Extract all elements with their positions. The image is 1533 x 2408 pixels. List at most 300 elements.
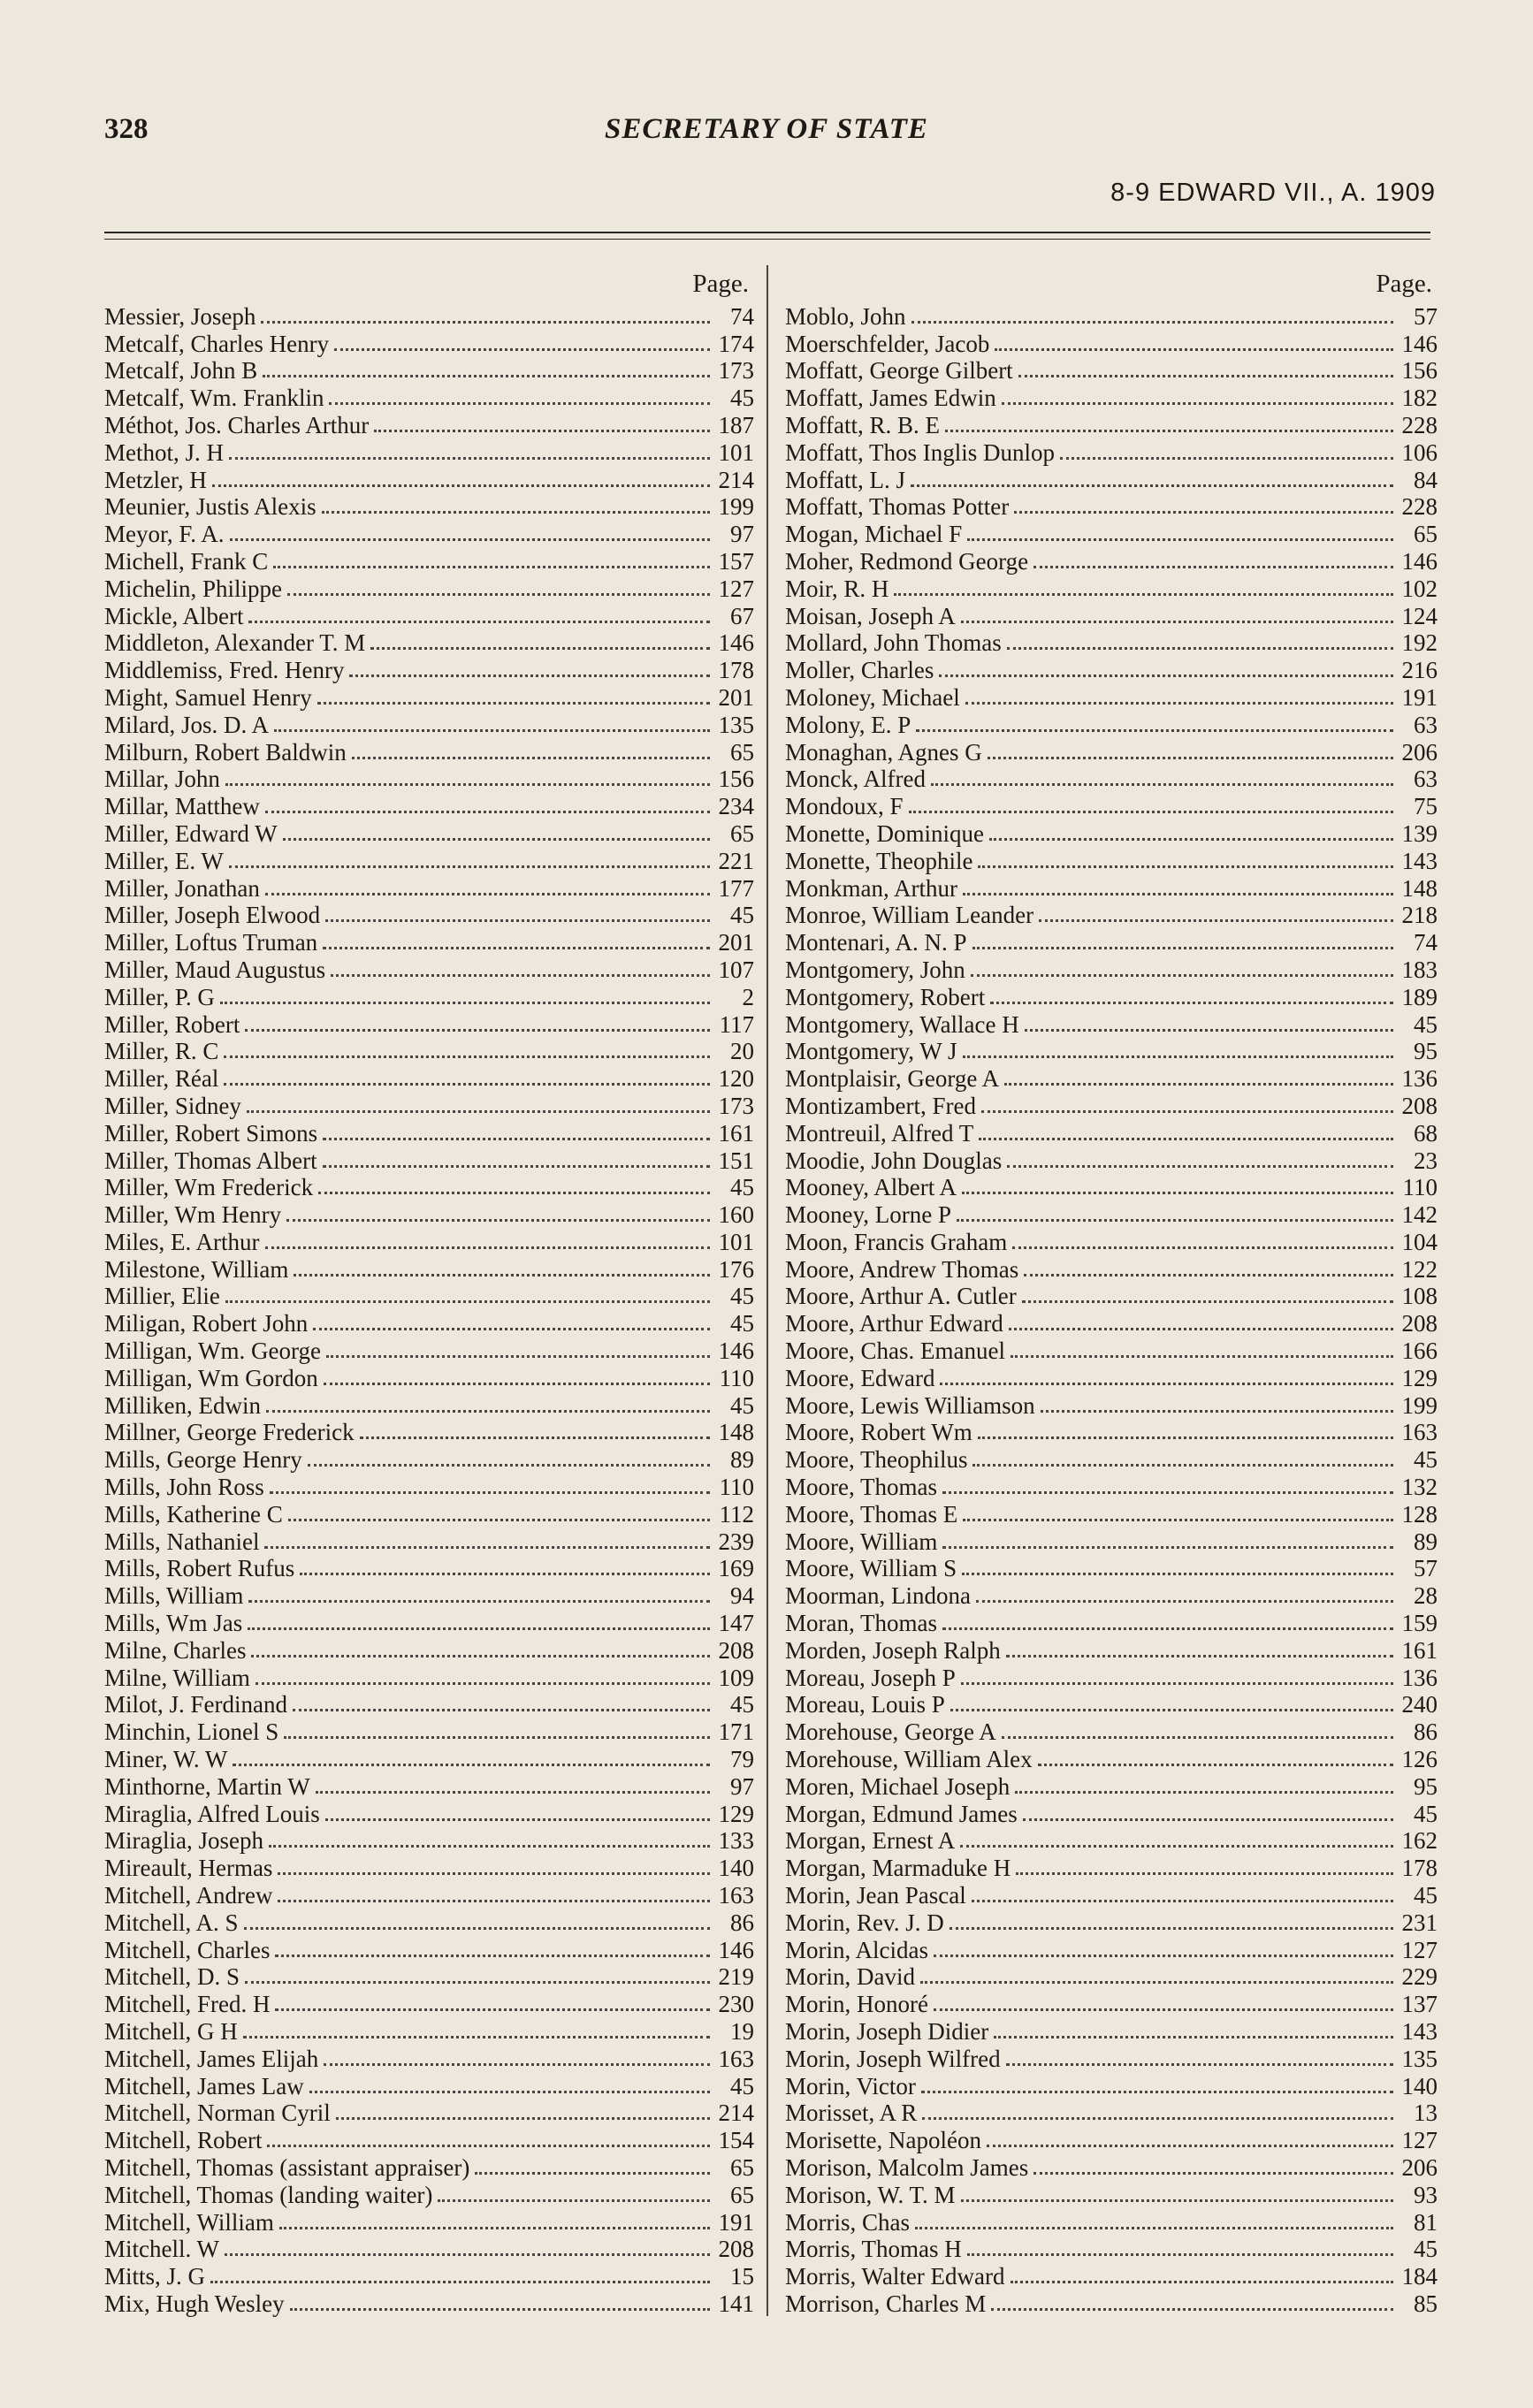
index-entry [104,2153,754,2181]
entry-name: Milard, Jos. D. A [104,711,270,738]
entry-page: 148 [718,1419,754,1446]
dot-leader [963,1055,1394,1058]
entry-page: 120 [718,1065,754,1093]
entry-page: 201 [718,683,754,711]
index-entry [785,629,1438,657]
index-entry [785,2099,1438,2127]
index-entry [785,2208,1438,2236]
entry-page: 154 [718,2127,754,2154]
index-entry [104,1038,754,1065]
page-column-label: Page. [1376,270,1432,298]
index-entry [785,656,1438,683]
entry-name: Morehouse, George A [785,1718,996,1746]
dot-leader [950,1927,1393,1930]
entry-page: 101 [718,1228,754,1255]
entry-page: 143 [1401,2018,1438,2045]
entry-name: Morin, David [785,1963,915,1991]
entry-page: 161 [718,1119,754,1147]
index-entry [785,1309,1438,1337]
entry-name: Montreuil, Alfred T [785,1119,974,1147]
entry-page: 221 [718,847,754,874]
entry-name: Moore, Arthur Edward [785,1310,1003,1337]
dot-leader [1011,2281,1393,2283]
index-entry [785,1528,1438,1555]
entry-name: Moffatt, James Edwin [785,385,996,412]
entry-name: Might, Samuel Henry [104,683,312,711]
dot-leader [308,1464,710,1467]
entry-page: 201 [718,929,754,956]
index-entry [785,928,1438,956]
index-entry [104,384,754,411]
dot-leader [300,1573,710,1575]
running-title: SECRETARY OF STATE [605,113,928,145]
dot-leader [438,2199,710,2202]
index-entry [104,1963,754,1991]
entry-page: 208 [718,1636,754,1664]
index-entry [104,683,754,711]
entry-page: 102 [1401,575,1438,602]
entry-name: Montizambert, Fred [785,1092,976,1119]
index-entry [104,1800,754,1827]
index-entry [104,2072,754,2099]
index-entry [785,1772,1438,1800]
dot-leader [229,457,710,460]
dot-leader [269,1845,710,1848]
index-entry [785,2045,1438,2072]
dot-leader [971,974,1393,977]
entry-name: Miller, Loftus Truman [104,929,318,956]
index-entry [785,1581,1438,1609]
entry-page: 229 [1401,1963,1438,1991]
dot-leader [995,348,1393,351]
entry-name: Miller, Jonathan [104,874,260,902]
dot-leader [324,2063,710,2066]
dot-leader [981,1110,1393,1113]
entry-name: Moon, Francis Graham [785,1228,1008,1255]
dot-leader [275,2008,710,2011]
index-entry [785,1419,1438,1446]
index-entry [104,2017,754,2045]
entry-page: 228 [1401,493,1438,521]
dot-leader [243,2036,710,2038]
entry-page: 234 [718,793,754,820]
index-entry [785,493,1438,521]
dot-leader [1007,647,1393,650]
entry-name: Middlemiss, Fred. Henry [104,657,345,684]
entry-name: Milligan, Wm Gordon [104,1364,318,1391]
index-entry [104,1391,754,1419]
entry-name: Miller, Réal [104,1065,219,1093]
entry-page: 208 [1401,1310,1438,1337]
entry-name: Miller, Joseph Elwood [104,902,321,929]
dot-leader [329,402,710,405]
index-entry [104,493,754,521]
index-entry [785,766,1438,793]
entry-page: 173 [718,1092,754,1119]
index-entry [104,1119,754,1147]
dot-leader [1018,375,1393,377]
dot-leader [950,1709,1393,1711]
index-entry [785,2290,1438,2317]
index-entry [104,1664,754,1691]
dot-leader [331,974,710,977]
entry-name: Miller, Robert Simons [104,1119,318,1147]
dot-leader [323,947,710,949]
entry-name: Miller, P. G [104,983,215,1010]
dot-leader [1033,2172,1393,2175]
entry-page: 157 [718,547,754,575]
dot-leader [972,1464,1393,1467]
dot-leader [475,2172,710,2175]
entry-page: 187 [718,411,754,438]
dot-leader [967,538,1393,541]
entry-name: Moore, William [785,1528,938,1555]
entry-page: 166 [1401,1337,1438,1365]
entry-name: Mireault, Hermas [104,1855,273,1882]
entry-name: Miles, E. Arthur [104,1228,260,1255]
dot-leader [967,2253,1393,2256]
index-entry [785,1255,1438,1283]
dot-leader [962,1192,1393,1194]
index-entry [785,1473,1438,1500]
entry-name: Mills, George Henry [104,1446,302,1474]
entry-page: 63 [1414,711,1438,738]
entry-name: Morin, Rev. J. D [785,1909,944,1936]
dot-leader [921,2091,1393,2093]
index-entry [104,2126,754,2153]
dot-leader [264,1546,710,1549]
entry-name: Moore, Robert Wm [785,1419,972,1446]
left-column [104,265,754,2317]
entry-name: Moffatt, Thos Inglis Dunlop [785,438,1056,466]
entry-name: Mogan, Michael F [785,521,963,548]
entry-page: 239 [718,1528,754,1555]
index-entry [104,983,754,1010]
index-entry [785,1283,1438,1310]
dot-leader [1011,1355,1393,1358]
dot-leader [994,2036,1393,2038]
entry-page: 124 [1401,602,1438,629]
index-entry [104,819,754,847]
index-entry [104,766,754,793]
dot-leader [960,1845,1393,1848]
entry-page: 135 [718,711,754,738]
entry-page: 206 [1401,738,1438,766]
entry-page: 104 [1401,1228,1438,1255]
entry-page: 2 [742,983,754,1010]
dot-leader [1002,1736,1393,1739]
dot-leader [1006,1655,1393,1657]
dot-leader [1004,1083,1393,1086]
entry-name: Milligan, Wm. George [104,1337,321,1365]
entry-page: 173 [718,357,754,385]
entry-name: Moore, Thomas [785,1474,937,1501]
index-entry [104,1064,754,1092]
entry-page: 176 [718,1255,754,1283]
dot-leader [322,511,710,514]
entry-page: 106 [1401,438,1438,466]
index-entry [104,520,754,547]
index-entry [104,1909,754,1936]
entry-page: 214 [718,2099,754,2127]
dot-leader [309,2091,710,2093]
entry-name: Mooney, Lorne P [785,1201,951,1229]
dot-leader [247,1110,710,1113]
index-entry [785,874,1438,902]
index-entry [104,2290,754,2317]
index-entry [104,1990,754,2017]
entry-page: 107 [718,956,754,983]
entry-page: 189 [1401,983,1438,1010]
dot-leader [288,1519,710,1521]
entry-name: Moffatt, Thomas Potter [785,493,1010,521]
index-entry [104,1718,754,1745]
entry-name: Messier, Joseph [104,302,256,330]
entry-page: 45 [730,1691,754,1718]
dot-leader [978,1436,1393,1439]
index-entry [104,1283,754,1310]
entry-page: 19 [730,2018,754,2045]
dot-leader [942,1627,1393,1630]
index-entry [104,1636,754,1664]
entry-page: 89 [730,1446,754,1474]
dot-leader [931,783,1393,786]
dot-leader [894,593,1393,596]
entry-name: Michelin, Philippe [104,575,282,602]
index-entry [785,1827,1438,1855]
entry-name: Metcalf, Charles Henry [104,330,330,357]
entry-name: Mitchell. W [104,2236,219,2263]
entry-page: 199 [718,493,754,521]
dot-leader [991,2308,1393,2311]
entry-name: Mitchell, Norman Cyril [104,2099,331,2127]
entry-page: 45 [730,1283,754,1310]
dot-leader [275,1955,710,1957]
entry-name: Milestone, William [104,1255,289,1283]
index-entry [785,2072,1438,2099]
index-entry [785,1391,1438,1419]
entry-name: Mitchell, Thomas (landing waiter) [104,2181,433,2208]
index-entry [104,738,754,766]
index-entry [785,1119,1438,1147]
index-entry [785,1718,1438,1745]
index-entry [104,1309,754,1337]
entry-page: 45 [1414,2236,1438,2263]
entry-name: Montgomery, Wallace H [785,1010,1019,1038]
entry-page: 45 [730,2072,754,2099]
dot-leader [274,729,710,732]
entry-name: Miller, Wm Frederick [104,1174,314,1201]
dot-leader [976,1600,1393,1603]
entry-name: Morin, Victor [785,2072,916,2099]
entry-name: Moore, Andrew Thomas [785,1255,1019,1283]
entry-page: 112 [719,1500,754,1528]
index-entry [785,520,1438,547]
index-entry [785,466,1438,493]
dot-leader [225,783,710,786]
index-entry [104,575,754,602]
entry-page: 135 [1401,2045,1438,2072]
entry-page: 23 [1414,1147,1438,1174]
entry-name: Moore, Edward [785,1364,935,1391]
entry-name: Mills, Katherine C [104,1500,283,1528]
entry-page: 95 [1414,1038,1438,1065]
entry-name: Morgan, Ernest A [785,1827,956,1855]
dot-leader [325,1818,710,1821]
index-entry [104,711,754,738]
index-entry [104,2099,754,2127]
entry-page: 146 [1401,547,1438,575]
index-entry [785,384,1438,411]
entry-name: Mondoux, F [785,793,904,820]
entry-page: 127 [718,575,754,602]
entry-page: 45 [730,1391,754,1419]
column-divider [766,265,768,2316]
entry-page: 137 [1401,1991,1438,2018]
entry-page: 216 [1401,657,1438,684]
index-entry [785,357,1438,385]
entry-name: Miller, Robert [104,1010,240,1038]
entry-name: Miller, Sidney [104,1092,241,1119]
entry-name: Milne, William [104,1664,250,1691]
dot-leader [945,430,1393,432]
dot-leader [248,621,710,623]
entry-name: Miner, W. W [104,1746,228,1773]
entry-name: Moodie, John Douglas [785,1147,1003,1174]
index-entry [785,1990,1438,2017]
entry-name: Moore, Theophilus [785,1446,968,1474]
entry-name: Miller, Maud Augustus [104,956,326,983]
dot-leader [909,811,1393,813]
entry-name: Miraglia, Alfred Louis [104,1800,320,1827]
dot-leader [961,2199,1393,2202]
entry-page: 68 [1414,1119,1438,1147]
entry-page: 161 [1401,1636,1438,1664]
dot-leader [256,1682,710,1685]
entry-name: Metzler, H [104,466,207,493]
dot-leader [325,919,710,922]
entry-name: Morehouse, William Alex [785,1746,1033,1773]
entry-name: Monette, Dominique [785,819,984,847]
entry-name: Monaghan, Agnes G [785,738,982,766]
entry-page: 93 [1414,2181,1438,2208]
index-entry [104,1010,754,1038]
entry-name: Monroe, William Leander [785,902,1034,929]
entry-name: Morin, Jean Pascal [785,1882,966,1909]
index-entry [104,874,754,902]
entry-name: Miller, Wm Henry [104,1201,282,1229]
entry-page: 133 [718,1827,754,1855]
entry-name: Millner, George Frederick [104,1419,355,1446]
dot-leader [278,1872,710,1875]
header-rule [104,232,1430,233]
entry-name: Mills, William [104,1582,244,1610]
entry-name: Morisset, A R [785,2099,918,2127]
dot-leader [212,484,710,487]
entry-name: Meunier, Justis Alexis [104,493,317,521]
index-entry [104,2208,754,2236]
dot-leader [963,893,1393,895]
dot-leader [939,674,1393,677]
entry-page: 139 [1401,819,1438,847]
dot-leader [224,1083,710,1086]
entry-page: 136 [1401,1065,1438,1093]
entry-page: 140 [718,1855,754,1882]
entry-name: Monette, Theophile [785,847,973,874]
entry-page: 65 [1414,521,1438,548]
index-entry [785,438,1438,466]
entry-name: Moore, Thomas E [785,1500,958,1528]
entry-name: Moore, William S [785,1555,957,1582]
index-entry [785,1500,1438,1528]
entry-name: Mitchell, James Law [104,2072,304,2099]
dot-leader [988,757,1393,759]
entry-name: Morin, Honoré [785,1991,928,2018]
entry-name: Morgan, Edmund James [785,1800,1018,1827]
index-entry [104,902,754,929]
entry-name: Mitchell, G H [104,2018,238,2045]
entry-name: Millar, John [104,766,220,793]
index-entry [104,1854,754,1881]
entry-name: Moore, Arthur A. Cutler [785,1283,1017,1310]
entry-page: 45 [1414,1882,1438,1909]
dot-leader [225,1300,710,1303]
index-entry [104,1500,754,1528]
entry-page: 89 [1414,1528,1438,1555]
index-entry [785,1609,1438,1636]
entry-page: 126 [1401,1746,1438,1773]
dot-leader [934,2008,1393,2011]
dot-leader [1002,402,1393,405]
entry-name: Moerschfelder, Jacob [785,330,990,357]
dot-leader [286,1219,710,1222]
dot-leader [1038,1764,1393,1766]
dot-leader [265,893,710,895]
entry-name: Mitchell, D. S [104,1963,240,1991]
index-entry [104,1228,754,1255]
entry-name: Morison, Malcolm James [785,2153,1029,2181]
entry-name: Montplaisir, George A [785,1065,1000,1093]
entry-name: Milliken, Edwin [104,1391,261,1419]
index-entry [104,2262,754,2290]
dot-leader [915,2227,1393,2229]
right-column [785,265,1438,2317]
dot-leader [1012,1246,1393,1249]
entry-name: Mills, Robert Rufus [104,1555,295,1582]
dot-leader [1041,1410,1393,1413]
dot-leader [284,1736,710,1739]
entry-page: 169 [718,1555,754,1582]
entry-name: Méthot, Jos. Charles Arthur [104,411,370,438]
entry-name: Montgomery, Robert [785,983,986,1010]
entry-name: Moller, Charles [785,657,934,684]
entry-page: 94 [730,1582,754,1610]
entry-page: 184 [1401,2263,1438,2290]
dot-leader [1024,1274,1393,1276]
dot-leader [324,1383,710,1385]
dot-leader [278,1900,710,1902]
index-entry [785,1147,1438,1174]
entry-page: 101 [718,438,754,466]
index-entry [785,1691,1438,1718]
index-entry [104,1147,754,1174]
dot-leader [934,1955,1393,1957]
entry-name: Moore, Lewis Williamson [785,1391,1035,1419]
entry-page: 81 [1414,2208,1438,2236]
index-entry [785,1909,1438,1936]
entry-name: Mills, Wm Jas [104,1610,243,1637]
index-entry [104,411,754,438]
